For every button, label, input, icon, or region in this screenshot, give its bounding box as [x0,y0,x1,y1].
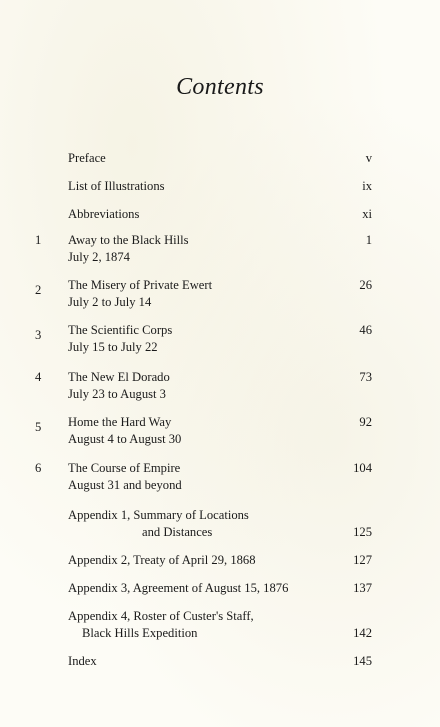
entry-title-line-2: July 2 to July 14 [68,295,152,309]
entry-page-number: 142 [353,626,372,640]
entry-title [68,608,254,642]
entry-title-line-1: The Course of Empire [68,461,181,475]
entry-page-number: 92 [359,415,372,429]
chapter-number: 5 [35,420,42,434]
entry-title-line-1: Appendix 4, Roster of Custer's Staff, [68,609,254,623]
entry-page-number: 26 [359,278,372,292]
entry-page-number: 145 [353,654,372,668]
entry-title-line-2: August 31 and beyond [68,478,182,492]
entry-title-line-1: Away to the Black Hills [68,233,189,247]
entry-title-line-2: and Distances [142,525,213,539]
entry-title-line-2: Black Hills Expedition [82,626,198,640]
entry-title: List of Illustrations [68,179,165,193]
entry-title: Abbreviations [68,207,140,221]
entry-title-line-1: The Scientific Corps [68,323,173,337]
entry-title [68,507,249,541]
chapter-number: 4 [35,370,42,384]
entry-title [68,369,170,403]
entry-title-line-2: August 4 to August 30 [68,432,182,446]
chapter-number: 1 [35,233,42,247]
entry-title-line-1: The Misery of Private Ewert [68,278,213,292]
entry-page-number: 73 [359,370,372,384]
entry-page-number: 1 [365,233,372,247]
chapter-number: 6 [35,461,42,475]
entry-title [68,277,212,311]
entry-title [68,414,181,448]
entry-title: Appendix 3, Agreement of August 15, 1876 [68,581,289,595]
entry-title: Index [68,654,97,668]
entry-title-line-1: The New El Dorado [68,370,170,384]
chapter-number: 3 [35,328,42,342]
entry-title [68,460,182,494]
entry-title-line-2: July 23 to August 3 [68,387,166,401]
entry-title-line-1: Appendix 1, Summary of Locations [68,508,249,522]
entry-page-number: 127 [353,553,372,567]
entry-title-line-2: July 2, 1874 [68,250,130,264]
entry-title: Preface [68,151,106,165]
entry-title [68,232,189,266]
entry-page-number: 104 [353,461,372,475]
entry-title: Appendix 2, Treaty of April 29, 1868 [68,553,256,567]
entry-page-number: 137 [353,581,372,595]
entry-page-number: xi [362,207,372,221]
entry-title [68,322,172,356]
entry-title-line-2: July 15 to July 22 [68,340,158,354]
entry-page-number: 46 [359,323,372,337]
entry-page-number: ix [362,179,372,193]
contents-title: Contents [176,74,264,100]
entry-title-line-1: Home the Hard Way [68,415,172,429]
chapter-number: 2 [35,283,42,297]
entry-page-number: v [365,151,372,165]
entry-page-number: 125 [353,525,372,539]
